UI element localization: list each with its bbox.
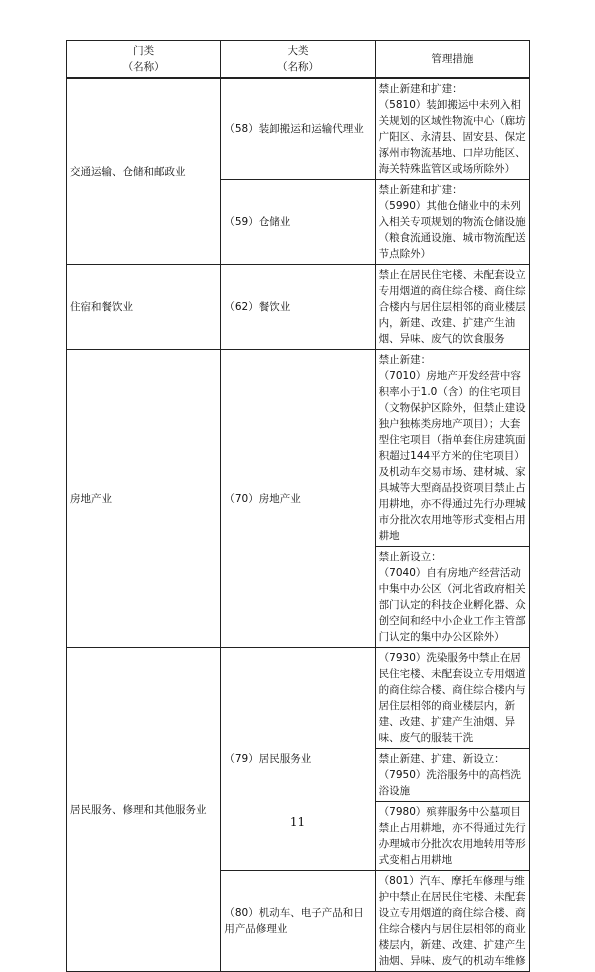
measure-62: 禁止在居民住宅楼、未配套设立专用烟道的商住综合楼、商住综合楼内与居住层相邻的商业楼层内，新建、改建、扩建产生油烟、异味、废气的饮食服务 bbox=[375, 265, 529, 350]
measure-801: （801）汽车、摩托车修理与维护中禁止在居民住宅楼、未配套设立专用烟道的商住综合楼、商住综合楼内与居住层相邻的商业楼层内，新建、改建、扩建产生油烟、异味、废气的机动车维修 bbox=[375, 871, 529, 972]
measure-body: （7040）自有房地产经营活动中集中办公区（河北省政府相关部门认定的科技企业孵化器、众创空间和经中小企业工作主管部门认定的集中办公区除外） bbox=[378, 567, 526, 643]
big-59: （59）仓储业 bbox=[221, 180, 375, 265]
table-row bbox=[67, 350, 530, 547]
measure-body: （5810）装卸搬运中未列入相关规划的区域性物流中心（廊坊广阳区、永清县、固安县、保定涿州市物流基地、口岸功能区、海关特殊监管区或场所除外） bbox=[378, 99, 526, 175]
measure-5990 bbox=[375, 180, 529, 265]
measure-7950 bbox=[375, 749, 529, 802]
door-realestate: 房地产业 bbox=[67, 350, 221, 648]
measure-7930: （7930）洗染服务中禁止在居民住宅楼、未配套设立专用烟道的商住综合楼、商住综合楼内与居住层相邻的商业楼层内，新建、改建、扩建产生油烟、异味、废气的服装干洗 bbox=[375, 648, 529, 749]
header-door-line2: （名称） bbox=[122, 61, 165, 73]
measure-title: 禁止新建、扩建、新设立： bbox=[378, 753, 505, 765]
door-lodging: 住宿和餐饮业 bbox=[67, 265, 221, 350]
header-major-category bbox=[221, 41, 375, 79]
measure-7040 bbox=[375, 547, 529, 648]
measure-7980: （7980）殡葬服务中公墓项目禁止占用耕地，亦不得通过先行办理城市分批次农用地转用等形式变相占用耕地 bbox=[375, 802, 529, 871]
big-70: （70）房地产业 bbox=[221, 350, 375, 648]
measure-body: （7010）房地产开发经营中容积率小于1.0（含）的住宅项目（文物保护区除外，但禁止建设独户独栋类房地产项目）；大套型住宅项目（指单套住房建筑面积超过144平方米的住宅项目）及机动车交易市场、建材城、家具城等大型商品投资项目禁止占用耕地，亦不得通过先行办理城市分批次农用地等形式变相占用耕地 bbox=[378, 370, 526, 542]
measure-title: 禁止新设立： bbox=[378, 551, 442, 563]
measure-title: 禁止新建和扩建： bbox=[378, 83, 463, 95]
table-header-row bbox=[67, 41, 530, 79]
measure-5810 bbox=[375, 78, 529, 180]
measure-7010 bbox=[375, 350, 529, 547]
big-79: （79）居民服务业 bbox=[221, 648, 375, 871]
table-row bbox=[67, 648, 530, 749]
header-door-category bbox=[67, 41, 221, 79]
header-door-line1: 门类 bbox=[133, 45, 155, 57]
measure-title: 禁止新建： bbox=[378, 354, 432, 366]
table-row bbox=[67, 78, 530, 180]
policy-table bbox=[66, 40, 530, 972]
measure-title: 禁止新建和扩建： bbox=[378, 184, 463, 196]
big-62: （62）餐饮业 bbox=[221, 265, 375, 350]
page-number: 11 bbox=[289, 815, 306, 829]
table-row bbox=[67, 265, 530, 350]
header-measures: 管理措施 bbox=[375, 41, 529, 79]
door-resident: 居民服务、修理和其他服务业 bbox=[67, 648, 221, 972]
header-big-line1: 大类 bbox=[287, 45, 309, 57]
door-transport: 交通运输、仓储和邮政业 bbox=[67, 78, 221, 265]
big-80: （80）机动车、电子产品和日用产品修理业 bbox=[221, 871, 375, 972]
header-big-line2: （名称） bbox=[276, 61, 319, 73]
measure-body: （5990）其他仓储业中的未列入相关专项规划的物流仓储设施（粮食流通设施、城市物流配送节点除外） bbox=[378, 200, 526, 260]
measure-body: （7950）洗浴服务中的高档洗浴设施 bbox=[378, 769, 521, 797]
big-58: （58）装卸搬运和运输代理业 bbox=[221, 78, 375, 180]
